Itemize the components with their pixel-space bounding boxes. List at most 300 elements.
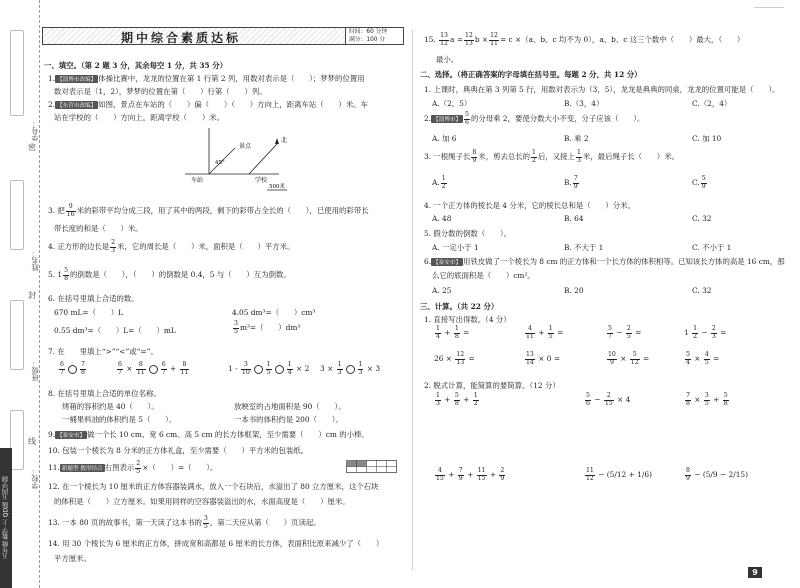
k1r2-item-1-frac-0 xyxy=(525,352,535,366)
q13-text-a: 13. 一本 80 页的故事书，第一天读了这本书的 xyxy=(48,518,202,528)
q1-line-1 xyxy=(48,73,365,84)
q7-item-2-frac-2 xyxy=(241,362,251,376)
k2r1-item-2-den-2: 5 xyxy=(704,399,709,407)
k1r1-item-3-frac-3 xyxy=(711,326,717,340)
q15-f2-den: 13 xyxy=(464,39,473,47)
c6-line-1 xyxy=(424,256,785,267)
q10-line: 10. 包装一个棱长为 8 分米的正方体礼盒，至少需要（ ）平方米的包装纸。 xyxy=(48,446,309,455)
q1-text: 体操比赛中，龙龙的位置在第 1 行第 2 列，用数对表示是（ ）；梦梦的位置用 xyxy=(98,74,365,83)
q7-item-3-tok-5: × xyxy=(364,364,376,374)
q7-item-3-num-2: 1 xyxy=(337,361,342,368)
q7-item-0-den-0: 7 xyxy=(60,368,64,376)
k2r1-item-0-den-4: 2 xyxy=(473,399,478,407)
c6-text: 用铁皮做了一个棱长为 8 cm 的正方体和一个长方体的体积相等。已知该长方体的高是 16 cm，那 xyxy=(463,257,785,266)
school-north-line xyxy=(249,144,277,174)
c4-option-a[interactable]: A. 48 xyxy=(432,214,452,223)
c2-option-b[interactable]: B. 乘 2 xyxy=(564,134,589,143)
k2r1-item-2-num-4: 5 xyxy=(723,392,728,399)
k1r2-item-3-tok-3: = xyxy=(710,354,720,364)
q6-r2-b xyxy=(232,321,300,335)
c5-option-c[interactable]: C. 不小于 1 xyxy=(692,243,732,252)
q7-item-2-num-6: 1 xyxy=(287,361,292,368)
q7-item-0-answer-circle-1[interactable] xyxy=(68,365,77,374)
k2r2-item-1-den-0: 12 xyxy=(586,474,594,482)
station-label: 车站 xyxy=(191,177,204,184)
spot-label: 景点 xyxy=(239,143,252,150)
q15-fraction-1 xyxy=(439,33,449,47)
c3-oc-den: 9 xyxy=(701,182,706,190)
k2r2-item-2-tok-4: 2/15) xyxy=(728,470,749,480)
q7-item-2-frac-4 xyxy=(266,362,272,376)
k2r2-item-0-tok-3: + xyxy=(464,470,476,480)
k1r1-item-3-frac-1 xyxy=(692,326,698,340)
k1r1-item-2-num-2: 2 xyxy=(626,325,631,332)
q9-num: 9. xyxy=(48,430,56,439)
q6-heading: 6. 在括号里填上合适的数。 xyxy=(48,294,139,303)
q6-r1-b: 4.05 dm³=（ ）cm³ xyxy=(232,308,316,317)
k2r2-item-0-frac-0 xyxy=(435,468,445,482)
q7-item-3-answer-circle-3[interactable] xyxy=(346,365,355,374)
k2r2-item-2-tok-1: − xyxy=(691,470,703,480)
section-3-heading: 三、计算。（共 22 分） xyxy=(420,302,499,311)
k1r1-item-1 xyxy=(524,326,563,340)
k1r2-item-0-tok-3: = xyxy=(466,354,475,364)
k1r1-item-2-num-0: 5 xyxy=(608,325,612,332)
c6-line-2: 么它的底面积是（ ）cm²。 xyxy=(432,271,535,280)
q7-item-1-frac-6 xyxy=(180,362,190,376)
k1r1-item-0 xyxy=(434,326,469,340)
q15-num: 15. xyxy=(424,35,436,45)
k1r1-item-2-frac-2 xyxy=(626,326,632,340)
c6-tag: 【泰安市】 xyxy=(433,260,462,266)
k2r1-item-1-tok-4: 4 xyxy=(625,395,631,405)
q6-r1-a: 670 mL=（ ）L xyxy=(54,308,124,317)
q7-item-2-answer-circle-3[interactable] xyxy=(254,365,263,374)
q7-item-2-tok-7: × xyxy=(293,364,305,374)
k1r1-item-3-tok-4: = xyxy=(717,328,727,338)
q11-text-a: 右图表示 xyxy=(104,463,135,473)
k1r1-item-3-num-3: 2 xyxy=(711,325,716,332)
k1r1-item-1-frac-0 xyxy=(525,326,535,340)
q7-item-2 xyxy=(228,362,309,376)
q8-r1-a: 烤箱的容积约是 40（ ）。 xyxy=(62,402,159,411)
q15-f1-num: 13 xyxy=(440,32,448,39)
c6-option-a[interactable]: A. 25 xyxy=(432,286,452,295)
angle-label: 45° xyxy=(215,160,225,166)
k1r2-item-0-frac-2 xyxy=(455,352,465,366)
q15-line-2: 最小。 xyxy=(436,55,459,64)
brand-strip: 五年级 数学 上 QD版 五四学制 xyxy=(0,448,12,588)
k2r2-item-0-tok-1: + xyxy=(445,470,457,480)
c3-fraction-2 xyxy=(531,150,537,164)
k2r2-item-1 xyxy=(584,468,652,482)
q7-item-3-den-2: 3 xyxy=(337,368,342,376)
c3-option-c[interactable] xyxy=(692,176,708,190)
k2r2-item-0-num-0: 4 xyxy=(435,468,445,476)
k2r2-item-0-frac-6 xyxy=(499,468,505,482)
c3-f1-num: 8 xyxy=(472,149,477,156)
k1r2-item-2-frac-2 xyxy=(630,352,640,366)
c6-option-c[interactable]: C. 32 xyxy=(692,286,712,295)
k2r2-item-0-frac-2 xyxy=(458,468,464,482)
c5-option-a[interactable]: A. 一定小于 1 xyxy=(432,243,479,252)
q7-item-1 xyxy=(116,362,190,376)
q6-fraction-num: 3 xyxy=(234,320,238,327)
q15-f1-den: 12 xyxy=(440,39,448,47)
k2r1-item-1 xyxy=(584,393,630,407)
k1r1-item-2-den-2: 5 xyxy=(626,332,631,340)
k2r1-item-0-frac-0 xyxy=(435,393,441,407)
exam-time: 时间：60 分钟 xyxy=(349,29,388,35)
k1r1-item-2-frac-0 xyxy=(607,326,613,340)
k1r1-item-1-num-0: 4 xyxy=(525,326,535,334)
k2r2-item-2-num-0: 8 xyxy=(686,467,690,474)
k2r2-item-1-tok-4: 1/6) xyxy=(637,470,652,480)
label-name: 姓名： xyxy=(31,250,39,271)
k1r1-item-0-tok-1: + xyxy=(441,328,453,338)
q13-text-b: ，第二天应从第（ ）页读起。 xyxy=(209,518,321,528)
c3-option-c-frac xyxy=(701,176,707,190)
q7-heading: 7. 在 里填上“>”“<”或“=”。 xyxy=(48,347,158,356)
k2r1-item-0-frac-2 xyxy=(454,393,460,407)
k2r2-item-0-den-0: 15 xyxy=(436,474,444,482)
school-box[interactable] xyxy=(10,410,24,470)
k1r1-item-2-den-0: 7 xyxy=(608,332,612,340)
q7-item-1-answer-circle-3[interactable] xyxy=(149,365,158,374)
q14-line-2: 平方厘米。 xyxy=(54,554,91,563)
k1r1-item-3-den-3: 3 xyxy=(711,332,716,340)
k1r2-item-2-tok-1: × xyxy=(617,354,629,364)
k1r2-item-2 xyxy=(606,352,649,366)
q6-fraction xyxy=(233,321,239,335)
q7-item-0-den-2: 8 xyxy=(80,368,85,376)
k1r1-item-2 xyxy=(606,326,641,340)
k2r2-item-0-den-2: 9 xyxy=(458,474,463,482)
k2r2-item-1-frac-0 xyxy=(585,468,595,482)
page-number: 9 xyxy=(748,567,762,578)
q7-item-2-den-4: 5 xyxy=(266,368,271,376)
q15-f3-num: 12 xyxy=(490,32,498,39)
c2-line xyxy=(424,112,644,126)
school-label: 学校 xyxy=(255,177,268,184)
k2r2-item-0-den-6: 9 xyxy=(500,474,505,482)
c1-option-c[interactable]: C.（2，4） xyxy=(692,99,732,108)
q7-item-3-tok-6: 3 xyxy=(375,364,381,374)
q3-num: 3. 把 xyxy=(48,206,65,216)
c3-fraction-3 xyxy=(576,150,582,164)
k2r2-item-0-num-6: 2 xyxy=(500,467,505,474)
q11-fraction-den: 5 xyxy=(136,467,141,475)
k2r2-item-2-tok-2: (5/9 xyxy=(702,470,720,480)
c2-option-c[interactable]: C. 加 10 xyxy=(692,134,722,143)
c2-fraction-num: 5 xyxy=(465,111,469,118)
q4-fraction-num: 2 xyxy=(111,239,116,246)
c1-line: 1. 上课时，典典在第 3 列第 5 行，用数对表示为（3，5），龙龙是典典的同桌，龙龙的位置可能是（ ）。 xyxy=(424,85,780,94)
q15-fraction-3 xyxy=(489,33,499,47)
k1r2-item-3-num-2: 4 xyxy=(704,351,709,358)
k2r2-item-0-num-2: 7 xyxy=(458,467,463,474)
k2r1-item-0-num-2: 5 xyxy=(454,392,459,399)
c3-f2-num: 1 xyxy=(532,149,536,156)
c3-option-c-label: C. xyxy=(692,178,700,188)
k1r2-item-1-tok-3: = xyxy=(553,354,561,364)
c3-text-d: 米，最后绳子长（ ）米。 xyxy=(582,152,679,162)
q15-f3-den: 11 xyxy=(490,39,498,47)
left-column xyxy=(44,0,406,588)
seal-xian: 线 xyxy=(28,437,36,446)
k2-heading: 2. 脱式计算，能简算的要简算。（12 分） xyxy=(424,381,560,390)
page-title: 期中综合素质达标 xyxy=(121,31,242,45)
k1r2-item-0 xyxy=(434,352,475,366)
k1r1-item-1-frac-2 xyxy=(548,326,554,340)
k2r1-item-1-den-2: 15 xyxy=(604,399,613,407)
q11-tag: 新题型 数形结合 xyxy=(61,466,103,473)
k1r2-item-3-frac-0 xyxy=(685,352,691,366)
q11-fraction xyxy=(135,461,141,475)
k1r1-item-1-num-2: 1 xyxy=(548,325,553,332)
c6-option-b[interactable]: B. 20 xyxy=(564,286,584,295)
k2r2-item-0-num-4: 11 xyxy=(477,467,486,474)
k2r1-item-2-den-0: 8 xyxy=(686,399,690,407)
k2r1-item-1-num-2: 2 xyxy=(604,393,614,401)
q7-item-3-num-4: 1 xyxy=(358,361,363,368)
q7-item-3-tok-0: 3 xyxy=(320,364,328,374)
k1r2-item-3-num-0: 5 xyxy=(686,351,690,358)
q15-text: （a、b、c 均不为 0），a、b、c 这三个数中（ ）最大，（ ） xyxy=(521,35,745,45)
q7-row xyxy=(58,362,398,382)
q3-fraction-num: 9 xyxy=(66,204,76,212)
q7-item-0 xyxy=(58,362,87,376)
right-column xyxy=(420,0,785,588)
seal-feng: 封 xyxy=(28,291,36,300)
k1r1-item-3-tok-0: 1 xyxy=(684,328,692,338)
section-1-heading: 一、填空。（第 2 题 3 分，其余每空 1 分，共 35 分） xyxy=(44,61,228,70)
c3-line xyxy=(424,150,679,164)
c3-f3-num: 1 xyxy=(576,149,581,156)
q7-item-2-num-2: 3 xyxy=(241,362,251,370)
q15-line-1 xyxy=(424,33,744,47)
q1-num: 1. xyxy=(48,74,56,83)
q7-item-2-tok-1: - xyxy=(235,364,240,374)
q7-item-1-frac-4 xyxy=(161,362,167,376)
k2r1-item-0-tok-3: + xyxy=(460,395,472,405)
north-arrow xyxy=(275,138,279,144)
k1r2-item-1-den-0: 14 xyxy=(526,358,534,366)
q7-item-2-den-6: 4 xyxy=(287,368,292,376)
k1r2-item-3-tok-1: × xyxy=(691,354,703,364)
c2-option-a[interactable]: A. 加 6 xyxy=(432,134,457,143)
c3-oc-num: 5 xyxy=(701,175,706,182)
q13-line xyxy=(48,516,321,530)
c2-num: 2. xyxy=(424,114,432,124)
q3-line-1 xyxy=(48,204,369,218)
k1r2-item-2-frac-0 xyxy=(607,352,617,366)
c3-fraction-1 xyxy=(471,150,477,164)
k2r1-item-0 xyxy=(434,393,480,407)
c2-text: 的分母乘 2，要使分数大小不变，分子应该（ ）。 xyxy=(470,114,645,124)
k2r1-item-0-den-0: 3 xyxy=(436,399,440,407)
c2-tag: 【淄博市】 xyxy=(433,117,462,124)
q6-r2-b-text: m³=（ ）dm³ xyxy=(239,323,301,333)
k1r2-item-1-tok-1: × xyxy=(535,354,547,364)
q7-item-0-frac-2 xyxy=(80,362,86,376)
q7-item-2-answer-circle-5[interactable] xyxy=(275,365,284,374)
q8-r2-a: 一桶果料油的体积约是 5（ ）。 xyxy=(62,415,177,424)
q15-mid-2: b × xyxy=(474,35,489,45)
q7-item-1-frac-2 xyxy=(136,362,146,376)
c3-option-b-label: B. xyxy=(564,178,572,188)
q15-fraction-2 xyxy=(464,33,474,47)
q9-line xyxy=(48,429,369,440)
k2r1-item-1-tok-3: × xyxy=(614,395,626,405)
q14-line-1: 14. 用 30 个棱长为 6 厘米的正方体，拼成宽和高都是 6 厘米的长方体，表面积比原来减少了（ ） xyxy=(48,539,384,548)
c4-option-b[interactable]: B. 64 xyxy=(564,214,584,223)
k2r2-item-1-tok-1: − xyxy=(595,470,607,480)
c3-f1-den: 9 xyxy=(472,156,477,164)
q7-item-1-den-2: 11 xyxy=(136,368,145,376)
q7-item-2-tok-0: 1 xyxy=(228,364,236,374)
k1r2-item-1-tok-2: 0 xyxy=(546,354,554,364)
q7-item-1-num-6: 8 xyxy=(180,362,190,370)
k2r1-item-1-num-0: 5 xyxy=(586,392,590,399)
k2r1-item-2-num-2: 3 xyxy=(704,392,709,399)
q7-item-1-num-4: 6 xyxy=(161,361,166,368)
c3-text-c: 后，又接上 xyxy=(537,152,575,162)
class-box[interactable] xyxy=(10,300,24,370)
q7-item-3-den-4: 3 xyxy=(358,368,363,376)
q7-item-2-num-4: 1 xyxy=(266,361,271,368)
k1r2-item-2-num-2: 5 xyxy=(630,352,640,360)
c5-option-b[interactable]: B. 不大于 1 xyxy=(564,243,604,252)
k1r1-item-3-den-1: 2 xyxy=(693,332,697,340)
k2-row-2 xyxy=(434,468,754,490)
c3-option-a[interactable] xyxy=(432,176,448,190)
k2r2-item-1-tok-2: (5/12 xyxy=(606,470,629,480)
k2r1-item-2-tok-1: × xyxy=(691,395,703,405)
column-divider xyxy=(412,30,413,570)
q13-fraction-den: 5 xyxy=(203,522,208,530)
k2-row-1 xyxy=(434,393,754,415)
c5-line: 5. 假分数的倒数（ ）。 xyxy=(424,229,511,238)
seal-mi: 密 xyxy=(28,143,36,152)
q7-item-1-den-0: 7 xyxy=(118,368,122,376)
c3-f2-den: 2 xyxy=(532,156,536,164)
c3-oa-den: 2 xyxy=(441,182,446,190)
student-id-box[interactable] xyxy=(10,30,24,116)
q4-fraction-den: 3 xyxy=(111,246,116,254)
k1-heading: 1. 直接写出得数。（4 分） xyxy=(424,315,511,324)
k1r1-item-0-tok-3: = xyxy=(460,328,470,338)
q3-line-2: 带长度的和是（ ）米。 xyxy=(54,224,143,233)
exam-score: 满分：100 分 xyxy=(349,37,386,43)
q11-line xyxy=(48,461,217,475)
binding-strip xyxy=(0,0,40,588)
q9-text: 做一个长 10 cm、宽 6 cm、高 5 cm 的长方体框架，至少需要（ ）cm 的小棒。 xyxy=(87,430,369,439)
c3-ob-den: 9 xyxy=(573,182,578,190)
k1r2-item-2-num-0: 10 xyxy=(608,351,616,358)
name-box[interactable] xyxy=(10,180,24,250)
c3-option-a-label: A. xyxy=(432,178,440,188)
q3-fraction-den: 16 xyxy=(66,210,75,218)
k2r1-item-2-frac-2 xyxy=(704,393,710,407)
q8-r2-b: 一本书的体积约是 200（ ）。 xyxy=(234,415,343,424)
k2r1-item-1-frac-0 xyxy=(585,393,591,407)
direction-map xyxy=(169,124,319,194)
q5-text-a: 5. 1 xyxy=(48,270,63,280)
c3-option-b[interactable] xyxy=(564,176,580,190)
k2r1-item-0-num-4: 1 xyxy=(473,392,478,399)
q7-item-0-num-2: 7 xyxy=(80,361,85,368)
k2r1-item-1-tok-1: − xyxy=(591,395,603,405)
c3-oa-num: 1 xyxy=(441,175,446,182)
k2r2-item-0-den-4: 15 xyxy=(477,474,486,482)
k1r2-item-0-num-2: 12 xyxy=(456,351,465,358)
q7-item-2-tok-8: 2 xyxy=(304,364,310,374)
q2-text: 如图，景点在车站的（ ）偏（ ）（ ）方向上，距离车站（ ）米。车 xyxy=(98,100,368,109)
q13-fraction-num: 3 xyxy=(203,515,208,522)
k1r1-item-0-num-2: 1 xyxy=(454,325,459,332)
q7-item-1-tok-1: × xyxy=(123,364,135,374)
q5-fraction-den: 8 xyxy=(64,274,69,282)
q3-fraction xyxy=(66,204,76,218)
q4-text-a: 4. 正方形的边长是 xyxy=(48,242,110,252)
c4-line: 4. 一个正方体的棱长是 4 分米，它的棱长总和是（ ）分米。 xyxy=(424,201,635,210)
k2r2-item-2-tok-3: − xyxy=(719,470,729,480)
k2r1-item-0-num-0: 1 xyxy=(436,392,440,399)
q2-tag: 【东营市改编】 xyxy=(57,103,97,109)
q2-line-1 xyxy=(48,99,368,110)
section-2-heading: 二、选择。（将正确答案的字母填在括号里。每题 2 分，共 12 分） xyxy=(420,70,642,79)
label-class: 班级： xyxy=(31,360,39,381)
q11-text-b: ×（ ）=（ ）。 xyxy=(142,463,218,473)
k1r2-item-0-tok-0: 26 xyxy=(434,354,446,364)
k2r1-item-2-num-0: 7 xyxy=(686,392,690,399)
k2r1-item-0-frac-4 xyxy=(473,393,479,407)
k2r2-item-2-den-0: 9 xyxy=(686,474,690,482)
c2-fraction xyxy=(464,112,470,126)
c3-option-a-frac xyxy=(441,176,447,190)
k1r1-item-3-tok-2: − xyxy=(699,328,710,338)
k1r1-item-3 xyxy=(684,326,726,340)
q5-fraction-num: 5 xyxy=(64,267,69,274)
k2r2-item-0-tok-5: + xyxy=(487,470,499,480)
q13-fraction xyxy=(203,516,209,530)
c1-option-a[interactable]: A.（2，5） xyxy=(432,99,472,108)
q7-item-1-num-0: 6 xyxy=(118,361,122,368)
label-school: 学校： xyxy=(31,468,39,489)
q3-text: 米的彩带平均分成三段，用了其中的两段，剩下的彩带占全长的（ ），已使用的彩带长 xyxy=(76,206,369,216)
k2r1-item-0-den-2: 8 xyxy=(454,399,459,407)
q4-line xyxy=(48,240,294,254)
k1r1-item-0-frac-0 xyxy=(435,326,441,340)
k1r1-item-0-frac-2 xyxy=(454,326,460,340)
k2r1-item-2-frac-4 xyxy=(723,393,729,407)
q11-num: 11. xyxy=(48,463,60,473)
k1r1-item-2-tok-3: = xyxy=(632,328,642,338)
q7-item-1-frac-0 xyxy=(117,362,123,376)
q8-r1-b: 放映室的占地面积是 90（ ）。 xyxy=(234,402,346,411)
c6-num: 6. xyxy=(424,257,432,266)
c4-option-c[interactable]: C. 32 xyxy=(692,214,712,223)
k2r2-item-2 xyxy=(684,468,748,482)
q4-text-b: 米，它的周长是（ ）米，面积是（ ）平方米。 xyxy=(117,242,295,252)
q6-r2-a: 0.55 dm³=（ ）L=（ ）mL xyxy=(54,326,176,335)
k2r1-item-1-frac-2 xyxy=(604,393,614,407)
q7-item-1-den-6: 11 xyxy=(180,368,189,376)
c1-option-b[interactable]: B.（3，4） xyxy=(564,99,604,108)
q7-item-0-frac-0 xyxy=(59,362,65,376)
k1r1-item-0-den-2: 8 xyxy=(454,332,459,340)
